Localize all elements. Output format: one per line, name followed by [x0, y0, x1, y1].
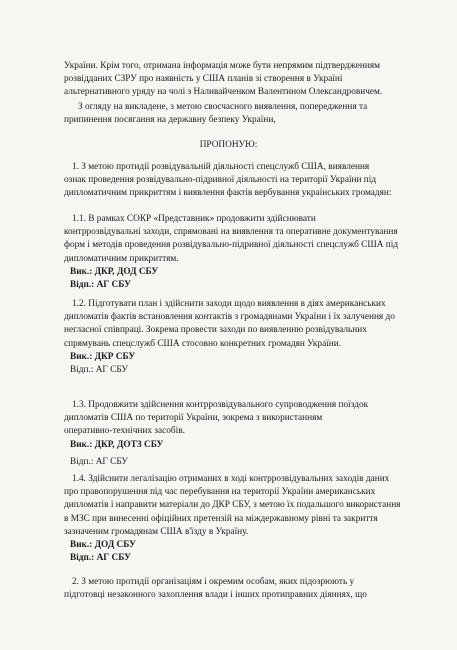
text-line: З огляду на викладене, з метою своєчасного виявлення, попередження та	[78, 102, 368, 112]
paragraph-1-2	[64, 298, 422, 377]
paragraph-1	[64, 161, 422, 201]
responsible-line: Відп.: АГ СБУ	[70, 553, 131, 564]
text-line: 2. З метою протидії організаціям і окремим особам, яких підозрюють у	[72, 577, 355, 587]
text-line: дипломатів фактів встановлення контактів з громадянами України і їх залучення до	[64, 312, 395, 323]
responsible-line: Відп.: АГ СБУ	[70, 456, 128, 467]
text-line: оперативно-технічних засобів.	[64, 426, 185, 437]
text-line: дипломатичним прикриттям і виявлення фактів вербування українських громадян:	[64, 188, 392, 199]
text-line: ознак проведення розвідувально-підривної діяльності на території України під	[64, 175, 377, 186]
text-line: підготовці незаконного захоплення влади і інших протиправних діяннях, що	[64, 590, 367, 601]
propose-heading: ПРОПОНУЮ:	[199, 140, 258, 150]
text-line: альтернативного уряду на чолі з Наливайченком Валентином Олександровичем.	[64, 87, 383, 98]
text-line: припинення посягання на державну безпеку України,	[64, 115, 276, 126]
text-line: дипломатів США по території України, зокрема з використанням	[64, 413, 323, 424]
paragraph-1-3	[64, 399, 422, 469]
responsible-line: Відп.: АГ СБУ	[70, 365, 128, 376]
text-line: 1.4. Здійснити легалізацію отриманих в ході контррозвідувальних заходів даних	[72, 474, 390, 484]
text-line: спрямувань спецслужб США стосовно конкретних громадян України.	[64, 338, 342, 349]
text-line: 1. З метою протидії розвідувальній діяльності спецслужб США, виявлення	[72, 162, 370, 172]
text-line: про правопорушення під час перебування на території України американських	[64, 487, 376, 498]
text-line: 1.2. Підготувати план і здійснити заходи щодо виявлення в діях американських	[72, 299, 386, 309]
executor-line: Вик.: ДКР, ДОТЗ СБУ	[70, 439, 164, 450]
executor-line: Вик.: ДКР, ДОД СБУ	[70, 266, 159, 277]
text-line: України. Крім того, отримана інформація може бути непрямим підтвердженням	[64, 61, 380, 71]
text-line: розвідданих СЗРУ про наявність у США планів зі створення в Україні	[64, 74, 343, 85]
text-line: контррозвідувальні заходи, спрямовані на виявлення та оперативне документування	[64, 227, 398, 238]
responsible-line: Відп.: АГ СБУ	[70, 280, 131, 291]
paragraph-1-1	[64, 213, 422, 292]
text-line: дипломатів і направити матеріали до ДКР СБУ, з метою їх подальшого використання	[64, 500, 401, 511]
text-line: 1.3. Продовжити здійснення контррозвідувального супроводження поїздок	[72, 400, 369, 410]
text-line: 1.1. В рамках СОКР «Представник» продовжити здійснювати	[72, 214, 316, 224]
given-paragraph	[64, 101, 422, 127]
text-line: форм і методів проведення розвідувально-підривної діяльності спецслужб США під	[64, 240, 399, 251]
text-line: негласної співпраці. Зокрема провести заходи по виявленню розвідувальних	[64, 325, 367, 336]
text-line: зазначеним громадянам США в'їзду в Україну.	[64, 526, 249, 537]
executor-line: Вик.: ДОД СБУ	[70, 540, 136, 551]
intro-paragraph	[64, 60, 422, 100]
text-line: дипломатичним прикриттям.	[64, 253, 179, 264]
paragraph-1-4	[64, 473, 422, 565]
text-line: в МЗС при винесенні офіційних претензій на міждержавному рівні та закриття	[64, 513, 378, 524]
paragraph-2	[64, 576, 422, 602]
executor-line: Вик.: ДКР СБУ	[70, 351, 136, 362]
